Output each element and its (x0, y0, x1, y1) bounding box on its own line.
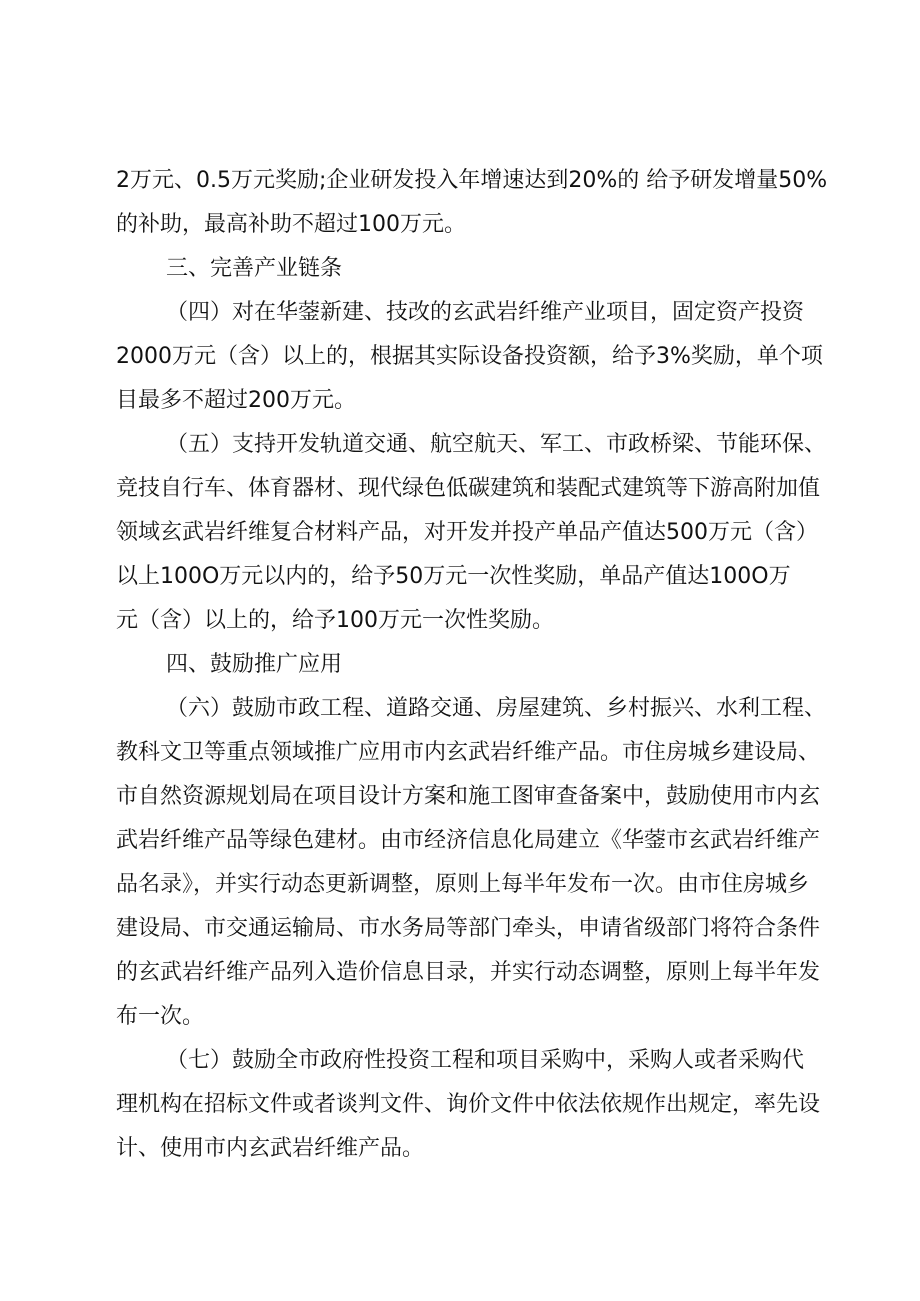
paragraph-6-line-8: 布一次。 (116, 1004, 205, 1029)
paragraph-5-line-1: （五）支持开发轨道交通、航空航天、军工、市政桥梁、节能环保、 (166, 432, 827, 457)
paragraph-6-line-1: （六）鼓励市政工程、道路交通、房屋建筑、乡村振兴、水利工程、 (166, 696, 827, 721)
paragraph-5-line-5: 元（含）以上的，给予100万元一次性奖励。 (116, 608, 554, 633)
paragraph-4-line-1: （四）对在华蓥新建、技改的玄武岩纤维产业项目，固定资产投资 (166, 300, 805, 325)
paragraph-6-line-7: 的玄武岩纤维产品列入造价信息目录，并实行动态调整，原则上每半年发 (116, 960, 821, 985)
paragraph-5-line-4: 以上100O万元以内的，给予50万元一次性奖励，单品产值达100O万 (116, 564, 791, 589)
section-heading-3: 三、完善产业链条 (166, 256, 343, 281)
text-line-2: 的补助，最高补助不超过100万元。 (116, 212, 466, 237)
paragraph-6-line-6: 建设局、市交通运输局、市水务局等部门牵头，申请省级部门将符合条件 (116, 916, 821, 941)
paragraph-7-line-2: 理机构在招标文件或者谈判文件、询价文件中依法依规作出规定，率先设 (116, 1092, 821, 1117)
paragraph-7-line-3: 计、使用市内玄武岩纤维产品。 (116, 1136, 425, 1161)
section-heading-4: 四、鼓励推广应用 (166, 652, 343, 677)
paragraph-5-line-2: 竞技自行车、体育器材、现代绿色低碳建筑和装配式建筑等下游高附加值 (116, 476, 821, 501)
paragraph-7-line-1: （七）鼓励全市政府性投资工程和项目采购中，采购人或者采购代 (166, 1048, 805, 1073)
paragraph-5-line-3: 领域玄武岩纤维复合材料产品，对开发并投产单品产值达500万元（含） (116, 520, 818, 545)
paragraph-6-line-5: 品名录》，并实行动态更新调整，原则上每半年发布一次。由市住房城乡 (116, 872, 810, 897)
paragraph-6-line-3: 市自然资源规划局在项目设计方案和施工图审查备案中，鼓励使用市内玄 (116, 784, 821, 809)
text-line-1: 2万元、0.5万元奖励;企业研发投入年增速达到20%的 给予研发增量50% (116, 168, 828, 193)
paragraph-4-line-2: 2000万元（含）以上的，根据其实际设备投资额，给予3%奖励，单个项 (116, 344, 823, 369)
paragraph-6-line-2: 教科文卫等重点领域推广应用市内玄武岩纤维产品。市住房城乡建设局、 (116, 740, 821, 765)
paragraph-4-line-3: 目最多不超过200万元。 (116, 388, 356, 413)
paragraph-6-line-4: 武岩纤维产品等绿色建材。由市经济信息化局建立《华蓥市玄武岩纤维产 (116, 828, 821, 853)
